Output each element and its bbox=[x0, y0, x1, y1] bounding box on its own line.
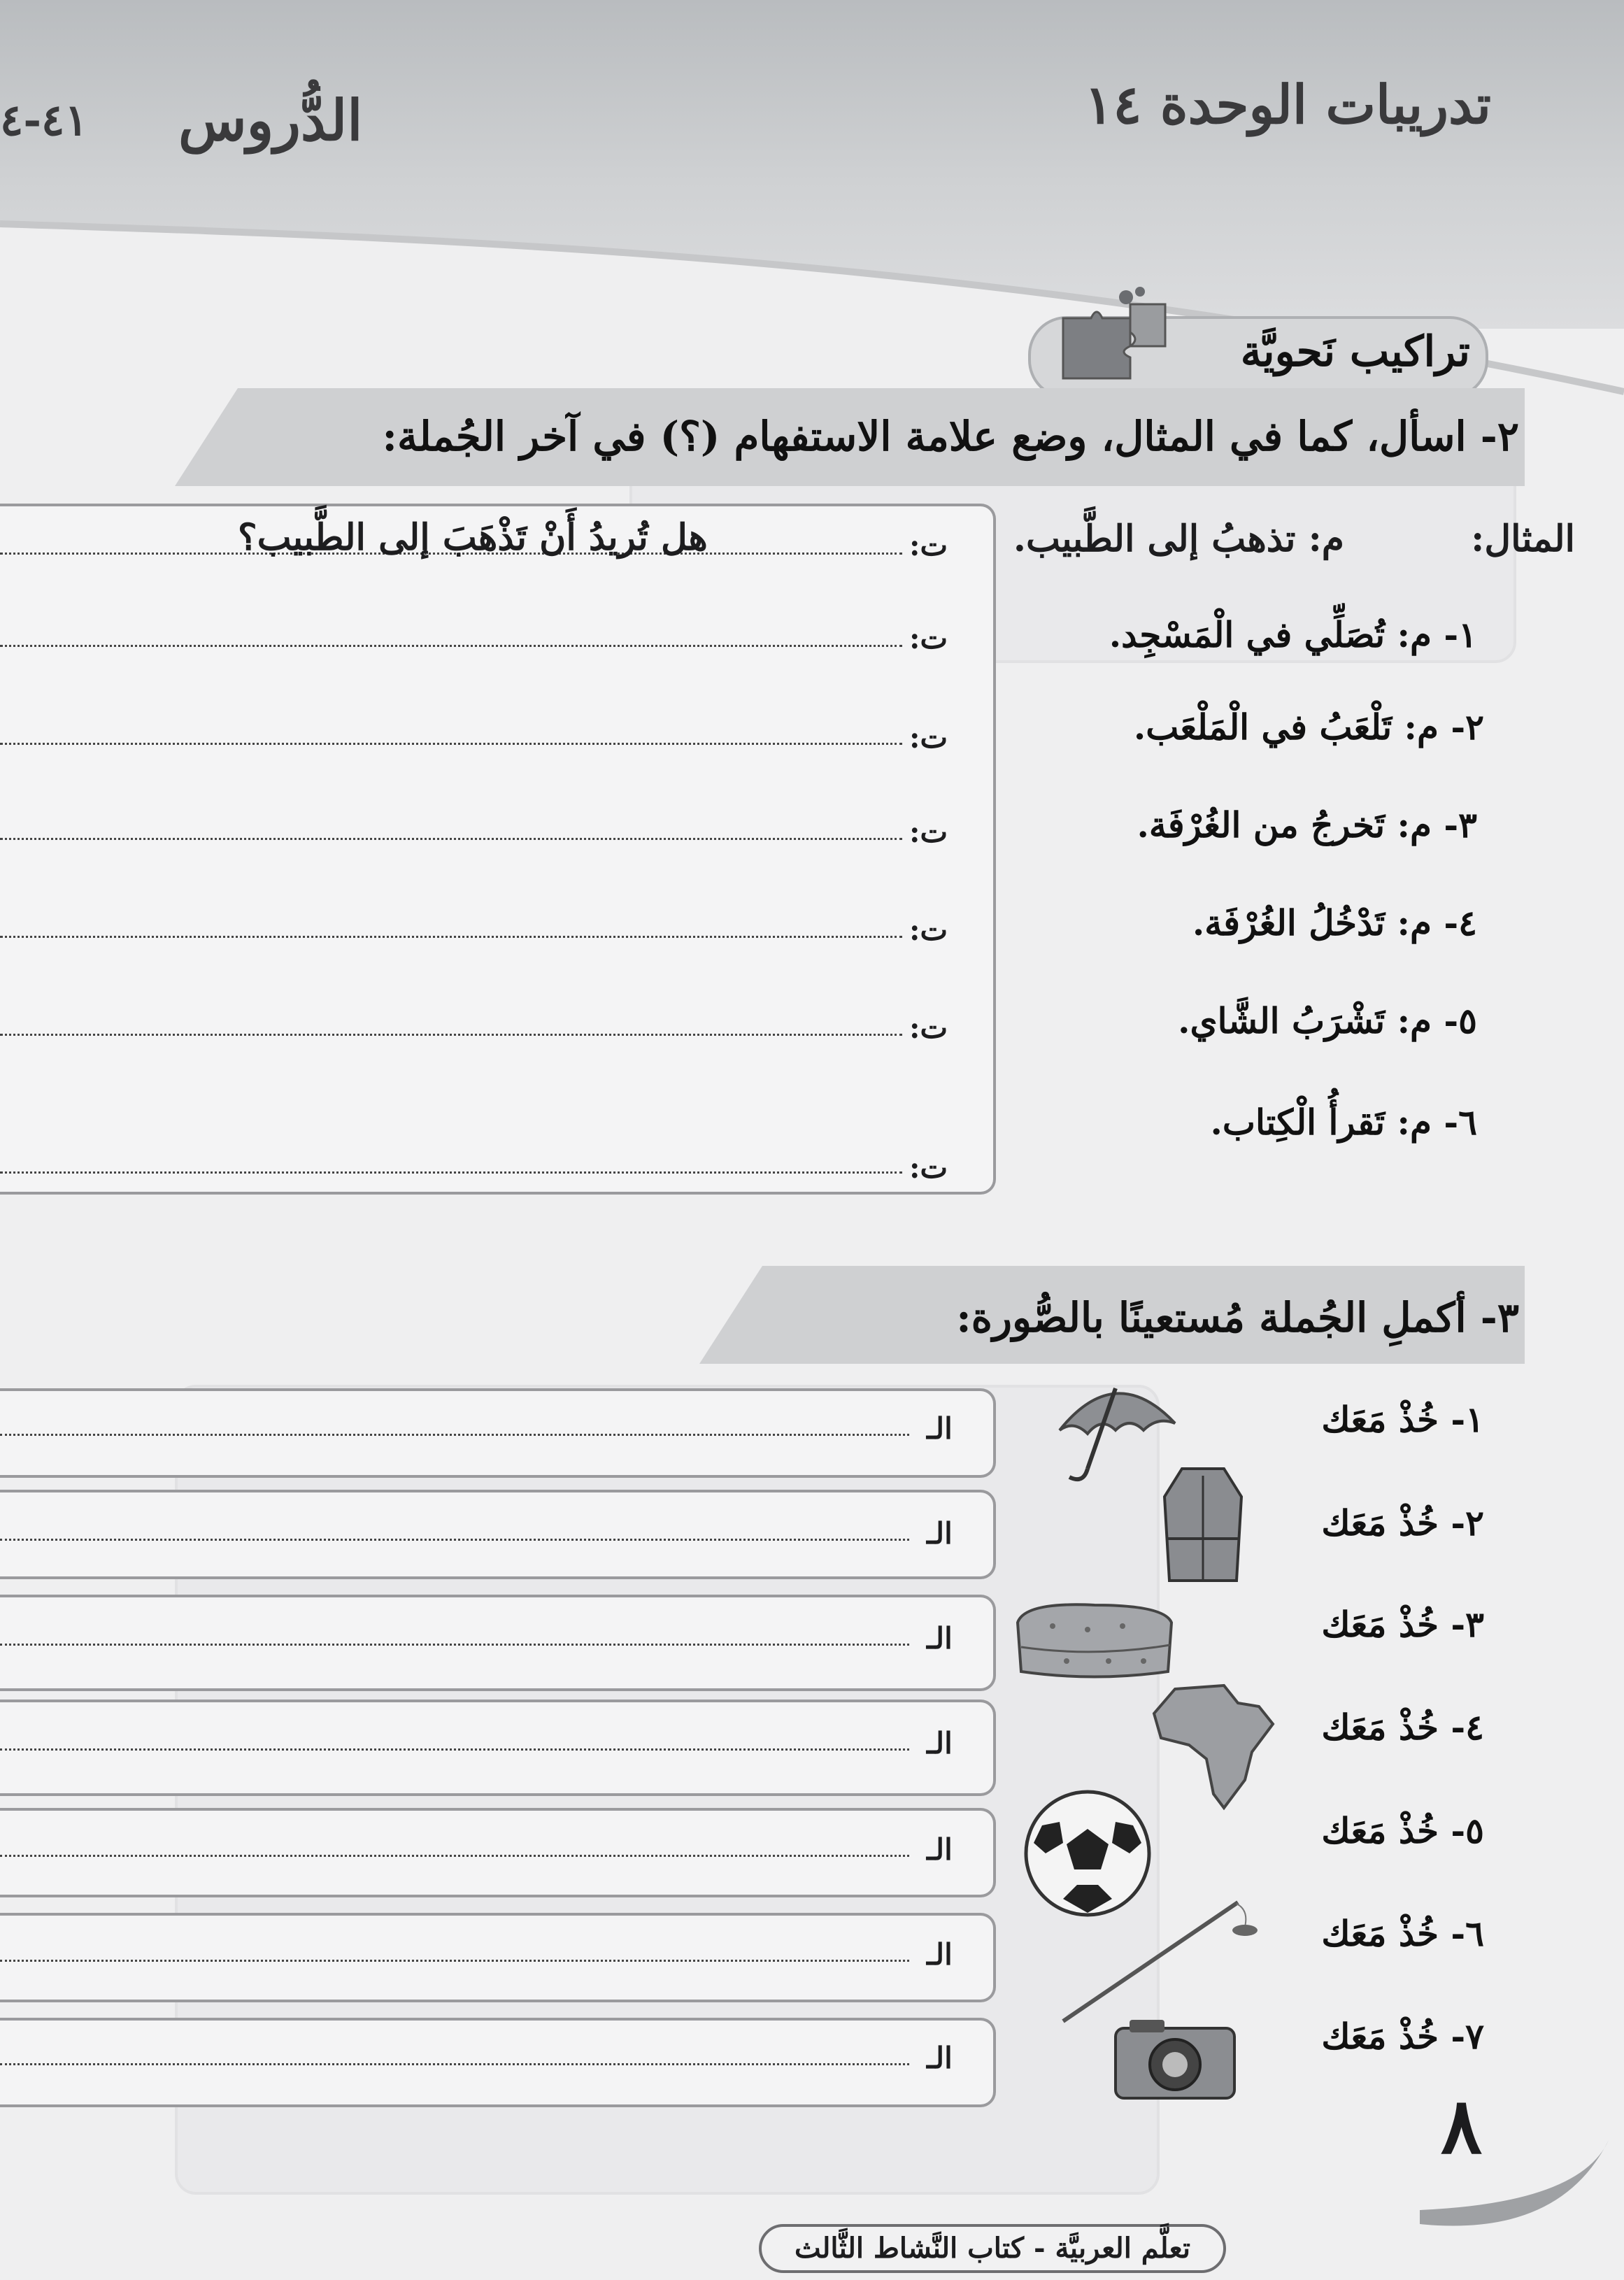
page-number: ٨ bbox=[1441, 2081, 1483, 2171]
section-title: تراكيب نَحويَّة bbox=[1240, 327, 1470, 376]
ex2-item-3-answer-line[interactable] bbox=[0, 838, 902, 840]
ex3-answer-box-4 bbox=[0, 1700, 996, 1796]
exercise2-answer-box bbox=[0, 504, 996, 1195]
ex3-item-4-prompt: ٤- خُذْ مَعَك bbox=[1321, 1707, 1484, 1748]
camera-icon bbox=[1109, 2014, 1241, 2105]
ex3-item-3-prefix: الـ bbox=[927, 1621, 953, 1655]
puzzle-icon bbox=[1049, 276, 1189, 381]
ex3-item-4-prefix: الـ bbox=[927, 1726, 953, 1760]
ex3-item-7-prefix: الـ bbox=[927, 2041, 953, 2075]
ex2-item-2-answer-line[interactable] bbox=[0, 743, 902, 745]
ex3-item-6-prompt: ٦- خُذْ مَعَك bbox=[1321, 1913, 1484, 1954]
ex2-item-6-prefix: ت: bbox=[909, 1150, 948, 1185]
ex3-answer-box-5 bbox=[0, 1808, 996, 1897]
page-number-swoosh bbox=[1399, 2098, 1624, 2238]
lessons-range: ٤١-٤ bbox=[0, 94, 88, 145]
blanket-icon bbox=[1011, 1595, 1178, 1686]
lessons-label: الدُّروس bbox=[178, 87, 363, 153]
ex3-item-3-answer-line[interactable] bbox=[0, 1644, 909, 1646]
ex3-item-2-prompt: ٢- خُذْ مَعَك bbox=[1321, 1502, 1484, 1544]
exercise3-instruction: ٣- أكملِ الجُملة مُستعينًا بالصُّورة: bbox=[956, 1294, 1519, 1341]
ex2-item-2-prompt: ٢- م: تَلْعَبُ في الْمَلْعَب. bbox=[1133, 706, 1484, 748]
ex3-answer-box-1 bbox=[0, 1388, 996, 1478]
coat-icon bbox=[1154, 1462, 1252, 1588]
ex2-item-4-prompt: ٤- م: تَدْخُلُ الغُرْفَة. bbox=[1192, 902, 1477, 943]
ex2-item-5-prefix: ت: bbox=[909, 1011, 948, 1045]
example-prompt: م: تذهبُ إلى الطَّبيب. bbox=[1013, 518, 1344, 560]
ex3-item-5-prefix: الـ bbox=[927, 1832, 953, 1867]
ex3-answer-box-2 bbox=[0, 1490, 996, 1579]
ex3-item-6-prefix: الـ bbox=[927, 1937, 953, 1972]
ex2-item-2-prefix: ت: bbox=[909, 720, 948, 755]
example-answer: هل تُريدُ أَنْ تَذْهَبَ إلى الطَّبيب؟ bbox=[238, 516, 708, 559]
ex2-item-3-prompt: ٣- م: تَخرجُ من الغُرْفَة. bbox=[1137, 804, 1477, 846]
ex3-answer-box-3 bbox=[0, 1595, 996, 1691]
ex3-item-5-prompt: ٥- خُذْ مَعَك bbox=[1321, 1810, 1484, 1851]
ex3-item-4-answer-line[interactable] bbox=[0, 1748, 909, 1751]
ex3-item-3-prompt: ٣- خُذْ مَعَك bbox=[1321, 1604, 1484, 1645]
ex2-item-3-prefix: ت: bbox=[909, 815, 948, 849]
footer-title: تعلَّم العربيَّة - كتاب النَّشاط الثَّالث bbox=[759, 2224, 1226, 2273]
ex2-item-4-answer-line[interactable] bbox=[0, 936, 902, 938]
ex3-item-2-answer-line[interactable] bbox=[0, 1539, 909, 1541]
ex3-item-6-answer-line[interactable] bbox=[0, 1960, 909, 1962]
ex2-item-1-prefix: ت: bbox=[909, 621, 948, 655]
ex3-answer-box-7 bbox=[0, 2018, 996, 2107]
ex3-answer-box-6 bbox=[0, 1913, 996, 2002]
ex3-item-2-prefix: الـ bbox=[927, 1516, 953, 1551]
ex2-item-5-answer-line[interactable] bbox=[0, 1034, 902, 1036]
ex2-item-4-prefix: ت: bbox=[909, 913, 948, 947]
example-label: المثال: bbox=[1471, 518, 1575, 560]
example-answer-prefix: ت: bbox=[909, 528, 948, 562]
ex3-item-7-answer-line[interactable] bbox=[0, 2063, 909, 2065]
ex2-item-5-prompt: ٥- م: تَشْرَبُ الشَّاي. bbox=[1178, 1000, 1477, 1041]
ex2-item-6-prompt: ٦- م: تَقرأُ الْكِتاب. bbox=[1210, 1102, 1477, 1143]
ex2-item-1-answer-line[interactable] bbox=[0, 645, 902, 647]
ex3-item-1-answer-line[interactable] bbox=[0, 1434, 909, 1436]
fishing-rod-icon bbox=[1056, 1888, 1266, 2028]
unit-title: تدريبات الوحدة ١٤ bbox=[1084, 73, 1491, 136]
exercise2-instruction: ٢- اسأل، كما في المثال، وضع علامة الاستفهام (؟) في آخر الجُملة: bbox=[382, 413, 1519, 460]
ex3-item-5-answer-line[interactable] bbox=[0, 1855, 909, 1857]
ex2-item-1-prompt: ١- م: تُصَلِّي في الْمَسْجِد. bbox=[1109, 614, 1477, 655]
ex2-item-6-answer-line[interactable] bbox=[0, 1171, 902, 1174]
africa-map-icon bbox=[1147, 1675, 1280, 1815]
ex3-item-7-prompt: ٧- خُذْ مَعَك bbox=[1321, 2016, 1484, 2057]
ex3-item-1-prompt: ١- خُذْ مَعَك bbox=[1321, 1399, 1484, 1440]
ex3-item-1-prefix: الـ bbox=[927, 1411, 953, 1446]
